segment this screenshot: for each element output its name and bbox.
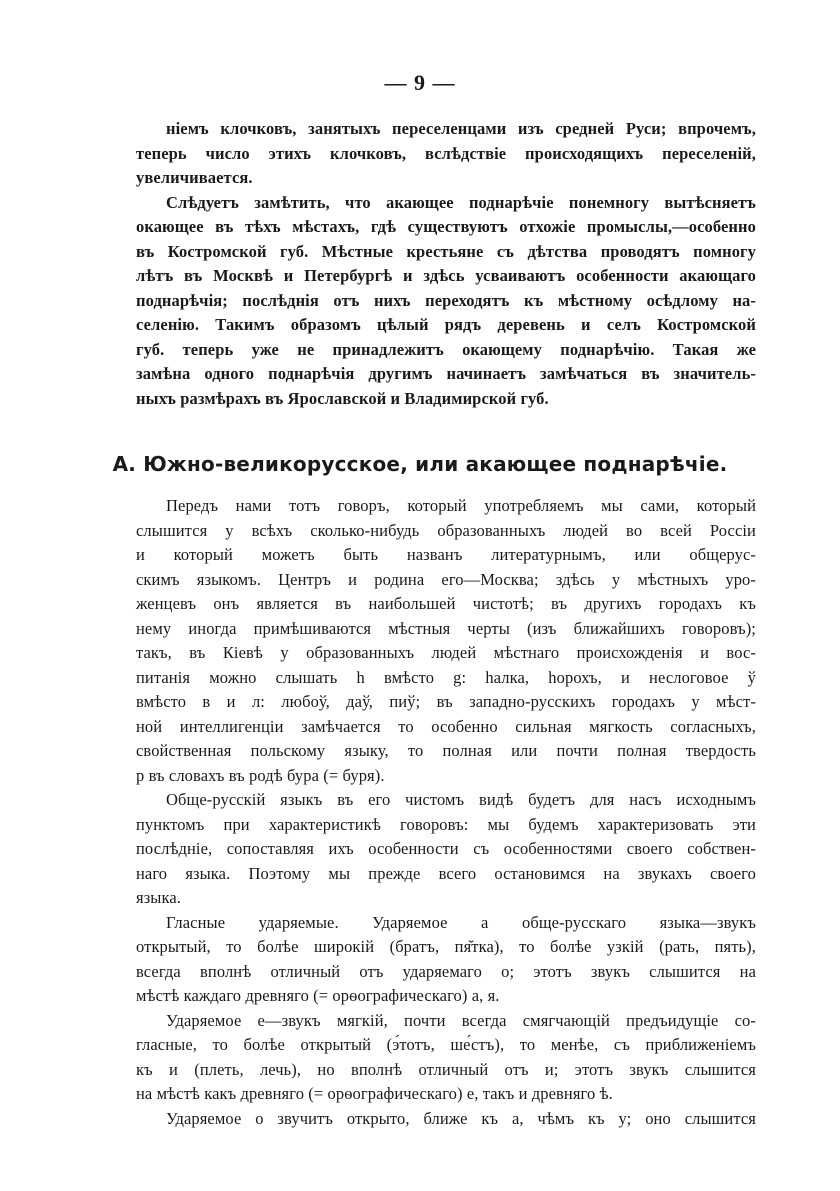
text-line: поднарѣчія; послѣднія отъ нихъ переходятъ къ мѣстному осѣдлому на- xyxy=(136,290,756,310)
text-line: въ Костромской губ. Мѣстные крестьяне съ дѣтства проводятъ помногу xyxy=(136,241,756,261)
paragraph xyxy=(136,1107,756,1132)
paragraph xyxy=(136,1009,756,1107)
text-line: Ударяемое о звучитъ открыто, ближе къ а, чѣмъ къ у; оно слышится xyxy=(166,1108,756,1128)
text-line: теперь число этихъ клочковъ, вслѣдствіе происходящихъ переселеній, xyxy=(136,143,756,163)
text-line: губ. теперь уже не принадлежитъ окающему поднарѣчію. Такая же xyxy=(136,339,756,359)
text-line: замѣна одного поднарѣчія другимъ начинаетъ замѣчаться въ значитель- xyxy=(136,364,756,383)
text-line: наго языка. Поэтому мы прежде всего остановимся на звукахъ своего xyxy=(136,863,756,883)
text-line: женцевъ онъ является въ наибольшей чистотѣ; въ другихъ городахъ къ xyxy=(136,594,756,613)
text-line: ніемъ клочковъ, занятыхъ переселенцами изъ средней Руси; впрочемъ, xyxy=(166,119,756,138)
text-line: ныхъ размѣрахъ въ Ярославской и Владимирской губ. xyxy=(136,388,549,408)
text-line: Слѣдуетъ замѣтить, что акающее поднарѣчіе понемногу вытѣсняетъ xyxy=(166,192,756,212)
text-line: увеличивается. xyxy=(136,168,253,187)
text-line: и который можетъ быть названъ литературнымъ, или общерус- xyxy=(136,545,756,564)
text-line: скимъ языкомъ. Центръ и родина его—Москва; здѣсь у мѣстныхъ уро- xyxy=(136,569,756,589)
paragraph xyxy=(136,191,756,412)
body-text-block xyxy=(136,494,756,1131)
text-line: слышится у всѣхъ сколько-нибудь образованныхъ людей во всей Россіи xyxy=(136,520,756,540)
text-line: нему иногда примѣшиваются мѣстныя черты (изъ ближайшихъ говоровъ); xyxy=(136,618,756,638)
page-number: — 9 — xyxy=(384,70,456,95)
text-line: Ударяемое е—звукъ мягкій, почти всегда смягчающій предъидущіе со- xyxy=(166,1010,756,1030)
text-line: лѣтъ въ Москвѣ и Петербургѣ и здѣсь усваиваютъ особенности акающаго xyxy=(136,266,756,285)
paragraph xyxy=(136,494,756,788)
text-line: пунктомъ при характеристикѣ говоровъ: мы будемъ характеризовать эти xyxy=(136,814,756,834)
text-line: всегда вполнѣ отличный отъ ударяемаго о; этотъ звукъ слышится на xyxy=(136,961,756,981)
text-line: мѣстѣ каждаго древняго (= орѳографическаго) а, я. xyxy=(136,986,500,1005)
text-line: р въ словахъ въ родѣ бура (= буря). xyxy=(136,765,385,785)
text-line: къ и (плеть, лечь), но вполнѣ отличный отъ и; этотъ звукъ слышится xyxy=(136,1059,756,1079)
top-text-block xyxy=(136,117,756,411)
text-line: окающее въ тѣхъ мѣстахъ, гдѣ существуютъ отхожіе промыслы,—особенно xyxy=(136,217,756,236)
text-line: свойственная польскому языку, то полная или почти полная твердость xyxy=(136,741,756,760)
text-line: селенію. Такимъ образомъ цѣлый рядъ деревень и селъ Костромской xyxy=(136,315,756,334)
text-line: Гласные ударяемые. Ударяемое а обще-русскаго языка—звукъ xyxy=(166,912,756,932)
text-line: послѣдніе, сопоставляя ихъ особенности съ особенностями своего собствен- xyxy=(136,839,756,858)
text-line: Передъ нами тотъ говоръ, который употребляемъ мы сами, который xyxy=(166,496,756,515)
paragraph xyxy=(136,911,756,1009)
text-line: ной интеллигенціи замѣчается то особенно сильная мягкость согласныхъ, xyxy=(136,716,756,736)
text-line: такъ, въ Кіевѣ у образованныхъ людей мѣстнаго происхожденія и вос- xyxy=(136,643,756,662)
text-line: питанія можно слышать һ вмѣсто g: һалка, һорохъ, и неслоговое ў xyxy=(136,667,756,687)
paragraph xyxy=(136,117,756,191)
paragraph xyxy=(136,788,756,911)
text-line: вмѣсто в и л: любоў, даў, пиў; въ западно-русскихъ городахъ у мѣст- xyxy=(136,692,756,711)
text-line: открытый, то болѣе широкій (братъ, пя̆тка), то болѣе узкій (рать, пять), xyxy=(136,937,756,956)
text-line: Обще-русскій языкъ въ его чистомъ видѣ будетъ для насъ исходнымъ xyxy=(166,790,756,809)
text-line: языка. xyxy=(136,888,182,907)
text-line: гласные, то болѣе открытый (э́тотъ, ше́стъ), то менѣе, съ приближеніемъ xyxy=(136,1035,756,1054)
section-heading: А. Южно-великорусское, или акающее поднарѣчіе. xyxy=(112,452,728,476)
text-line: на мѣстѣ какъ древняго (= орѳографическаго) е, такъ и древняго ѣ. xyxy=(136,1084,613,1103)
